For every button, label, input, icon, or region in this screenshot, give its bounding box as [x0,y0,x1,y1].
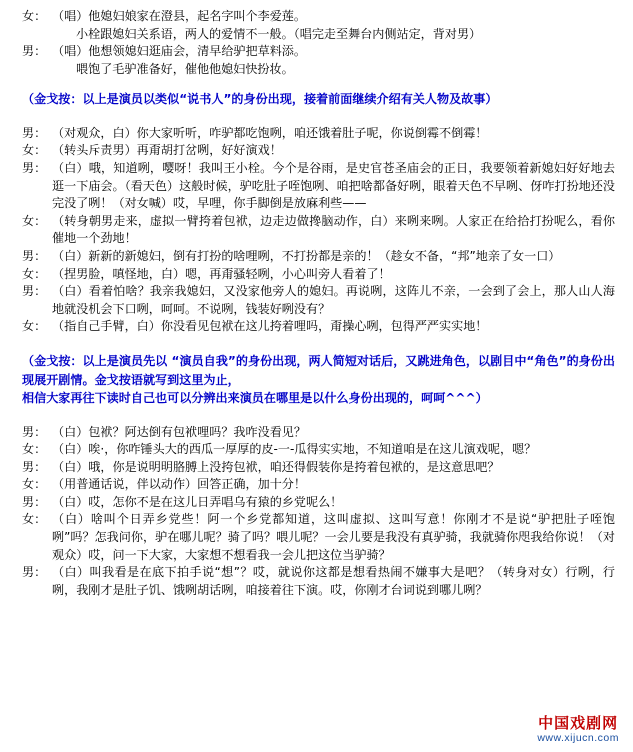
speaker-label: 男： [22,494,47,509]
dialogue-text: （白）啥叫个日弄乡党些！阿一个乡党都知道，这叫虚拟、这叫写意！你刚才不是说“驴把肚子咥饱咧”吗？怎我问你，驴在哪儿呢？骑了吗？喂儿呢？一会儿要是我没有真驴骑，我就骑你咫我给你说！（对观众）哎，问一下大家，大家想不想看我一会儿把这位当驴骑？ [52,512,615,562]
dialogue-text: （白）包袱？阿达倒有包袱哩吗？我咋没看见？ [52,424,306,439]
editor-note-2-main: （金戈按：以上是演员先以 “演员自我”的身份出现，两人简短对话后，又跳进角色，以剧目中“角色”的身份出现展开剧情。金戈按语就写到这里为止， [22,354,615,387]
script-line [22,511,615,564]
dialogue-text: （指自己手臂，白）你没看见包袱在这儿挎着哩吗，甭操心咧，包得严严实实地！ [52,319,488,334]
speaker-label: 女： [22,477,47,492]
speaker-label: 男： [22,125,47,140]
script-line [22,8,615,26]
speaker-label: 女： [22,266,47,281]
script-line-continuation [22,61,615,79]
speaker-label: 女： [22,512,47,527]
dialogue-text: 小栓跟媳妇关系语，两人的爱情不一般。（唱完走至舞台内侧站定，背对男） [76,26,482,41]
dialogue-text: （白）哎，怎你不是在这儿日弄唱乌有猿的乡党呢么！ [52,494,343,509]
script-line [22,248,615,266]
dialogue-text: （白）唉·，你咋锤头大的西瓜一厚厚的皮-一-瓜得实实地，不知道咱是在这儿演戏呢，嗯？ [52,442,537,457]
editor-note-1: （金戈按：以上是演员以类似“说书人”的身份出现，接着前面继续介绍有关人物及故事） [22,92,498,107]
dialogue-text: （白）看着怕啥？我亲我媳妇，又没家他旁人的媳妇。再说咧，这阵儿不亲，一会到了会上，那人山人海地就没机会下口咧，呵呵。不说咧，钱装好咧没有？ [52,284,615,316]
speaker-label: 男： [22,249,47,264]
speaker-label: 男： [22,565,47,580]
script-line [22,283,615,318]
script-line [22,43,615,61]
dialogue-text: （转身朝男走来，虚拟一臂挎着包袱，边走边做搀脑动作，白）来咧来咧。人家正在给拾打扮呢么，看你催地一个劲地！ [52,213,615,246]
script-line [22,564,615,599]
script-line [22,266,615,284]
speaker-label: 男： [22,44,47,59]
dialogue-text: （白）新新的新媳妇，倒有打扮的啥哩咧，不打扮都是亲的！（趁女不备，“邦”地亲了女一口） [52,249,561,264]
script-line [22,142,615,160]
script-line [22,424,615,442]
dialogue-text: 喂饱了毛驴准备好，催他他媳妇快扮妆。 [76,61,294,76]
speaker-label: 男： [22,161,47,176]
script-line [22,476,615,494]
dialogue-text: （唱）他想领媳妇逛庙会，清早给驴把草料添。 [52,44,306,59]
script-line [22,125,615,143]
dialogue-text: （白）哦，你是说明明胳膊上没挎包袱，咱还得假装你是挎着包袱的，是这意思吧？ [52,459,500,474]
editor-note-2 [22,352,615,408]
dialogue-text: （对观众，白）你大家听听，咋驴都吃饱咧，咱还饿着肚子呢，你说倒霉不倒霉！ [52,125,488,140]
script-line [22,459,615,477]
speaker-label: 男： [22,459,47,474]
dialogue-text: （转头斥责男）再甭胡打岔咧，好好演戏！ [52,143,282,158]
script-line [22,441,615,459]
dialogue-text: （捏男脸，嗔怪地，白）嗯，再甭骚轻咧，小心叫旁人看着了！ [52,266,391,281]
script-line [22,160,615,213]
speaker-label: 女： [22,442,47,457]
dialogue-text: （用普通话说，伴以动作）回答正确，加十分！ [52,477,306,492]
speaker-label: 男： [22,424,47,439]
speaker-label: 女： [22,319,47,334]
editor-note-2-sub: 相信大家再往下读时自己也可以分辨出来演员在哪里是以什么身份出现的，呵呵^^^） [22,391,488,405]
watermark-site-url: www.xijucn.com [537,731,619,744]
script-line [22,494,615,512]
speaker-label: 女： [22,143,47,158]
speaker-label: 男： [22,284,47,299]
script-line [22,213,615,248]
site-watermark [537,716,619,744]
watermark-site-name: 中国戏剧网 [538,714,619,733]
dialogue-text: （白）哦，知道咧，嘤呀！我叫王小栓。今个是谷雨，是史官苍圣庙会的正日，我要领着新媳妇好好地去逛一下庙会。（看天色）这般时候，驴吃肚子咥饱咧、咱把啥都备好咧，眼着天色不早咧、伢咋打扮地还没完没了咧！（对女喊）哎，早哩，你手脚倒是放麻利些—— [52,161,615,211]
script-line [22,318,615,336]
dialogue-text: （白）叫我看是在底下拍手说“想”？哎，就说你这都是想看热闹不嫌事大是吧？（转身对女）行咧，行咧，我刚才是肚子饥、饿咧胡话咧，咱接着往下演。哎，你刚才台词说到哪儿咧？ [52,565,615,597]
dialogue-text: （唱）他媳妇娘家在澄县，起名字叫个李爱莲。 [52,9,306,23]
speaker-label: 女： [22,213,47,228]
script-line-continuation [22,26,615,44]
speaker-label: 女： [22,9,47,23]
